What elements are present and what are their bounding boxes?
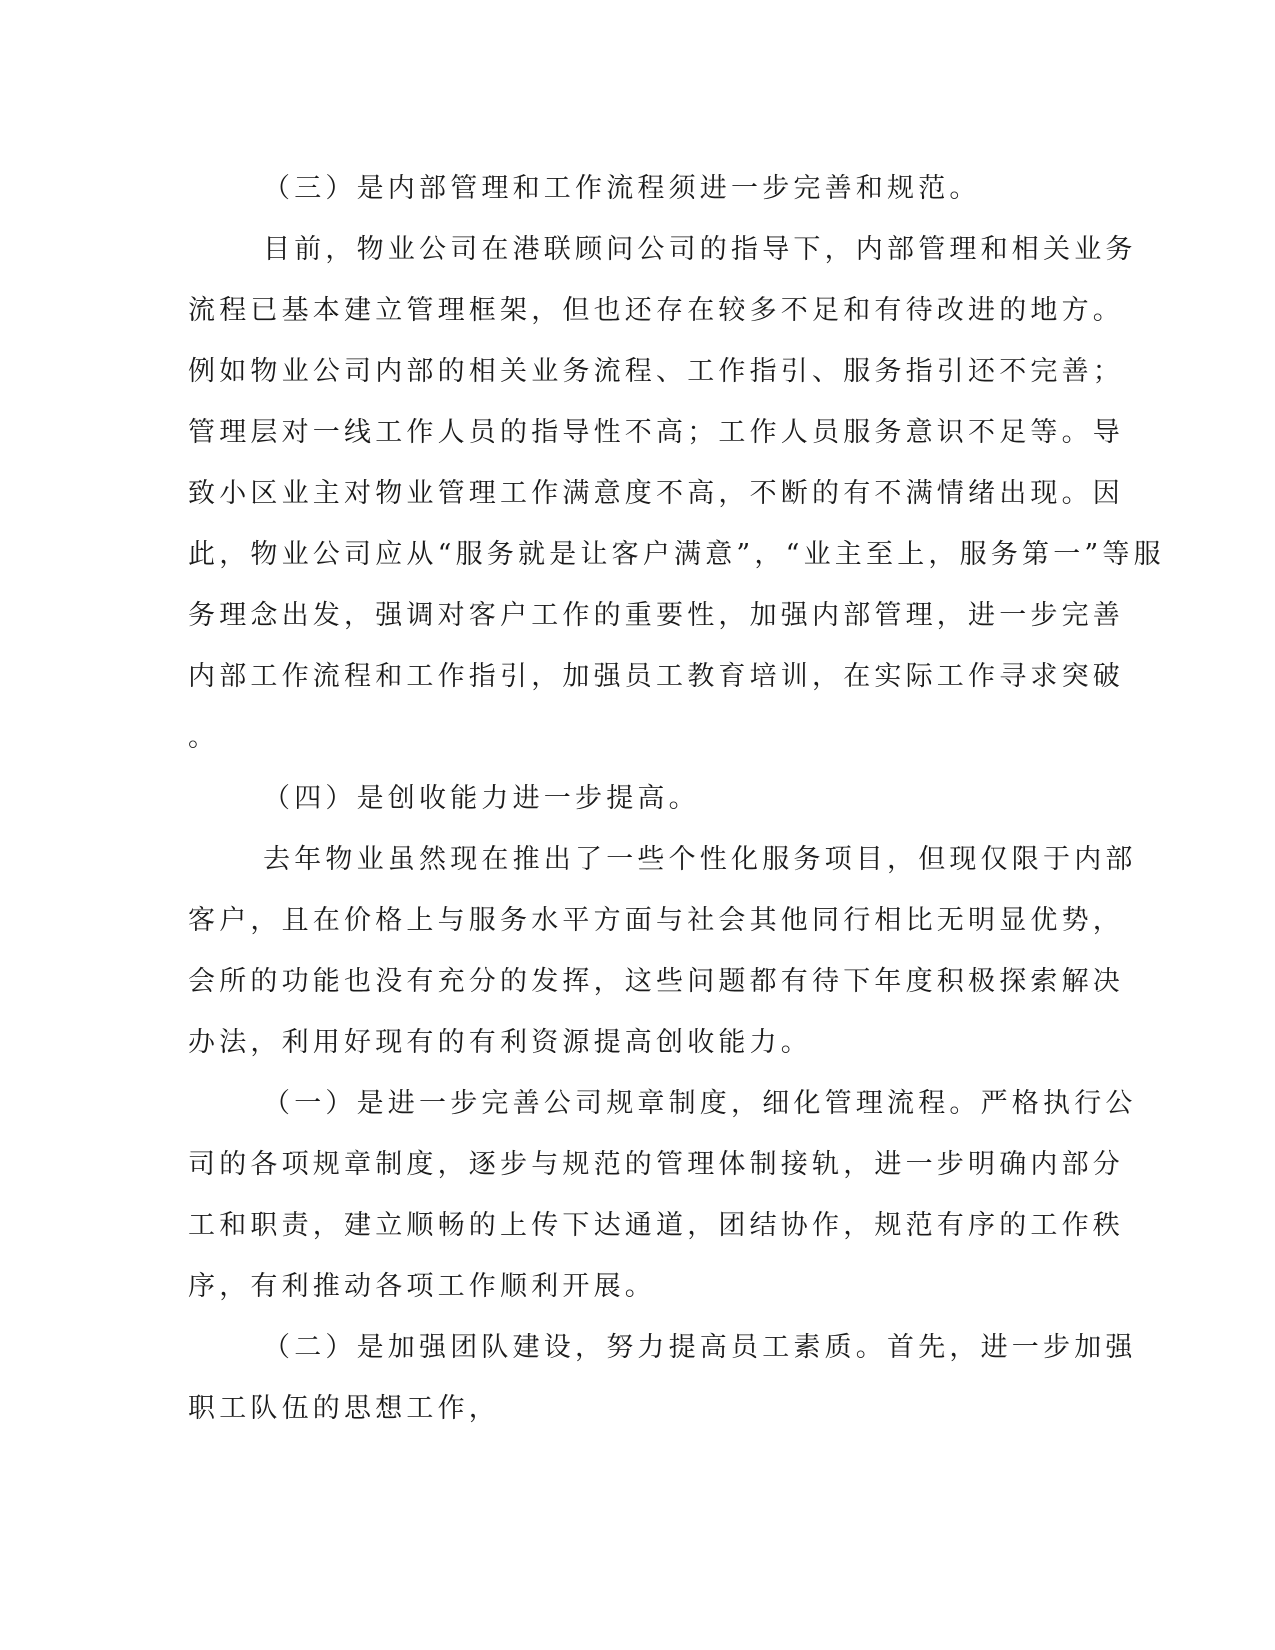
paragraph-line: 此，物业公司应从“服务就是让客户满意”，“业主至上，服务第一”等服 <box>188 539 1165 570</box>
document-body <box>188 158 1165 1439</box>
paragraph-line: 务理念出发，强调对客户工作的重要性，加强内部管理，进一步完善 <box>188 600 1124 631</box>
paragraph-line: 例如物业公司内部的相关业务流程、工作指引、服务指引还不完善； <box>188 356 1124 387</box>
paragraph-line: 办法，利用好现有的有利资源提高创收能力。 <box>188 1027 812 1058</box>
paragraph-line: 。 <box>188 722 220 753</box>
paragraph-line: 管理层对一线工作人员的指导性不高；工作人员服务意识不足等。导 <box>188 417 1124 448</box>
section-item-two: （二）是加强团队建设，努力提高员工素质。首先，进一步加强 <box>263 1332 1137 1363</box>
section-heading-four: （四）是创收能力进一步提高。 <box>263 783 700 814</box>
paragraph-line: 会所的功能也没有充分的发挥，这些问题都有待下年度积极探索解决 <box>188 966 1124 997</box>
paragraph-line: 工和职责，建立顺畅的上传下达通道，团结协作，规范有序的工作秩 <box>188 1210 1124 1241</box>
paragraph-line: 流程已基本建立管理框架，但也还存在较多不足和有待改进的地方。 <box>188 295 1124 326</box>
paragraph-line: 去年物业虽然现在推出了一些个性化服务项目，但现仅限于内部 <box>263 844 1137 875</box>
paragraph-line: 客户，且在价格上与服务水平方面与社会其他同行相比无明显优势， <box>188 905 1124 936</box>
paragraph-line: 序，有利推动各项工作顺利开展。 <box>188 1271 656 1302</box>
section-heading-three: （三）是内部管理和工作流程须进一步完善和规范。 <box>263 173 981 204</box>
paragraph-line: 致小区业主对物业管理工作满意度不高，不断的有不满情绪出现。因 <box>188 478 1124 509</box>
paragraph-line: 职工队伍的思想工作， <box>188 1393 500 1424</box>
paragraph-line: 目前，物业公司在港联顾问公司的指导下，内部管理和相关业务 <box>263 234 1137 265</box>
section-item-one: （一）是进一步完善公司规章制度，细化管理流程。严格执行公 <box>263 1088 1137 1119</box>
paragraph-line: 内部工作流程和工作指引，加强员工教育培训，在实际工作寻求突破 <box>188 661 1124 692</box>
paragraph-line: 司的各项规章制度，逐步与规范的管理体制接轨，进一步明确内部分 <box>188 1149 1124 1180</box>
